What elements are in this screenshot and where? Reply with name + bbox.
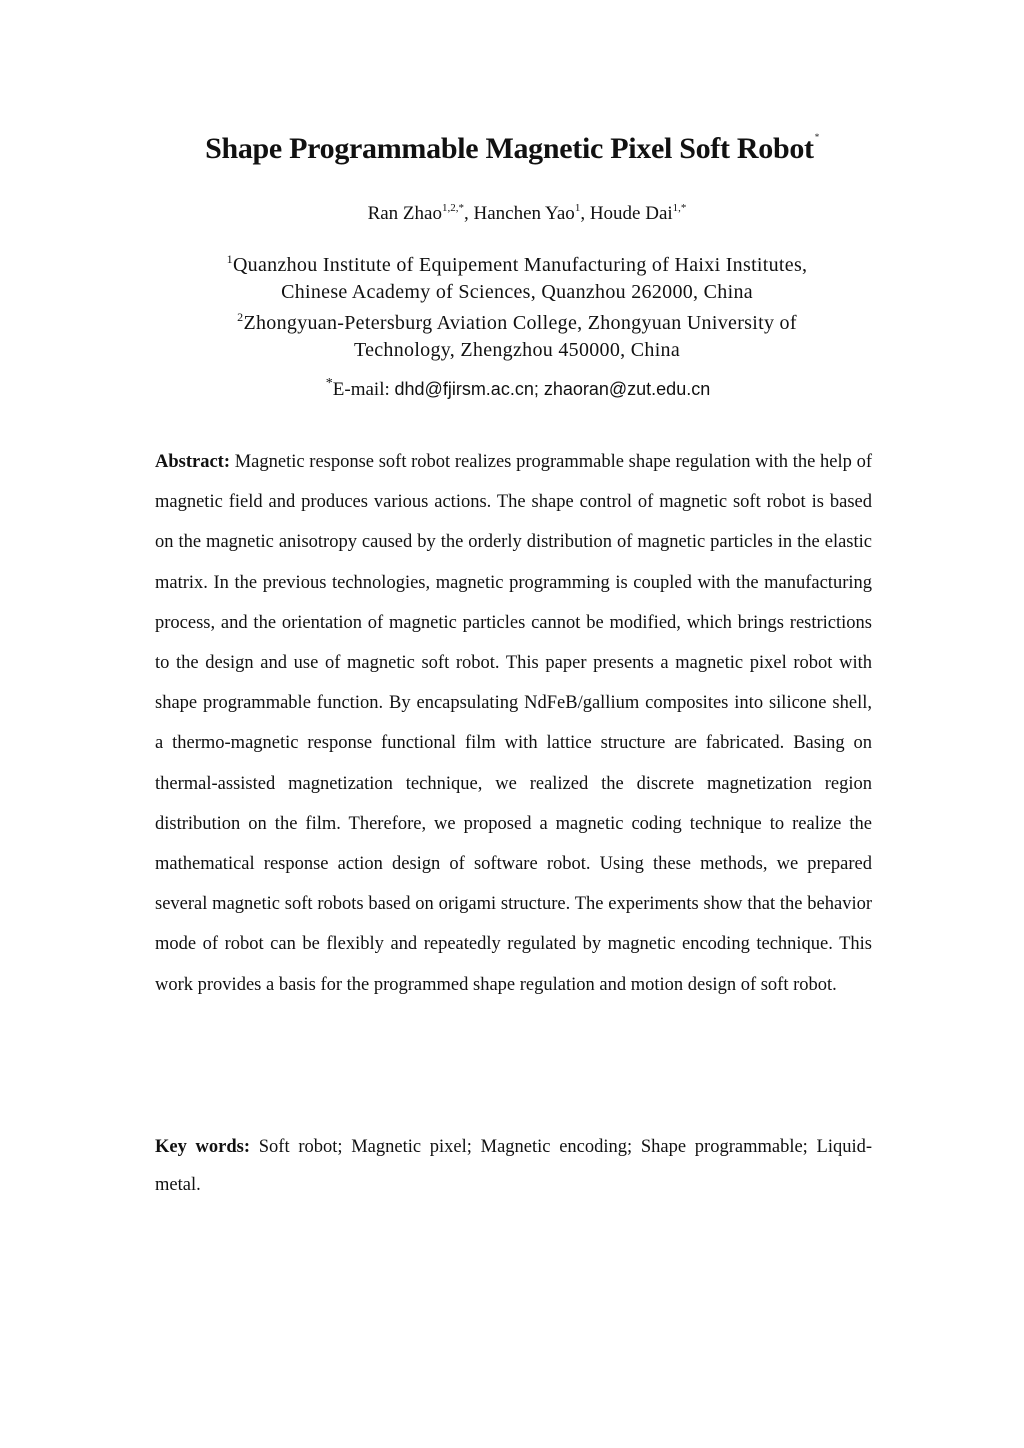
keywords-paragraph [155, 1128, 872, 1204]
keywords-text: Soft robot; Magnetic pixel; Magnetic encoding; Shape programmable; Liquid-metal. [155, 1137, 873, 1195]
affiliation-line: Technology, Zhengzhou 450000, China [353, 339, 681, 361]
abstract-text: Magnetic response soft robot realizes programmable shape regulation with the help of magnetic field and produces various actions. The shape control of magnetic soft robot is based on the magnetic anisotropy caused by the orderly distribution of magnetic particles in the elastic matrix. In the previous technologies, magnetic programming is coupled with the manufacturing process, and the orientation of magnetic particles cannot be modified, which brings restrictions to the design and use of magnetic soft robot. This paper presents a magnetic pixel robot with shape programmable function. By encapsulating NdFeB/gallium composites into silicone shell, a thermo-magnetic response functional film with lattice structure are fabricated. Basing on thermal-assisted magnetization technique, we realized the discrete magnetization region distribution on the film. Therefore, we proposed a magnetic coding technique to realize the mathematical response action design of software robot. Using these methods, we prepared several magnetic soft robots based on origami structure. The experiments show that the behavior mode of robot can be flexibly and repeatedly regulated by magnetic encoding technique. This work provides a basis for the programmed shape regulation and motion design of soft robot. [155, 452, 872, 995]
affiliation-line: Chinese Academy of Sciences, Quanzhou 262000, China [281, 281, 753, 303]
affiliation-1 [0, 246, 1024, 306]
affiliation-marker: 2 [237, 310, 244, 324]
author-affiliation-marker: 1,2, [441, 202, 459, 214]
author-name: Ran Zhao [367, 203, 442, 224]
keywords-label: Key words: [155, 1137, 251, 1157]
abstract-label: Abstract: [155, 452, 231, 472]
affiliation-line [10, 304, 1024, 337]
author-separator: , [463, 203, 474, 224]
affiliation-text: Quanzhou Institute of Equipement Manufacturing of Haixi Institutes, [232, 254, 808, 276]
paper-title [0, 132, 1024, 166]
author-affiliation-marker: 1 [574, 202, 581, 214]
author-name: Hanchen Yao [473, 203, 575, 224]
paper-title-text: Shape Programmable Magnetic Pixel Soft Robot [205, 132, 814, 165]
abstract-paragraph [155, 442, 872, 1005]
affiliation-marker: 1 [226, 252, 233, 266]
contact-email [0, 376, 1024, 401]
author-list [0, 202, 1024, 225]
affiliation-2 [0, 304, 1024, 364]
author-separator: , [580, 203, 590, 224]
email-addresses: dhd@fjirsm.ac.cn; zhaoran@zut.edu.cn [394, 379, 711, 399]
author-corresponding-marker: * [458, 202, 464, 214]
email-label: E-mail: [332, 379, 395, 400]
author-affiliation-marker: 1,* [672, 202, 687, 214]
title-footnote-marker: * [814, 132, 819, 142]
affiliation-line [10, 246, 1024, 279]
email-marker: * [325, 376, 333, 391]
affiliation-text: Zhongyuan-Petersburg Aviation College, Zhongyuan University of [243, 312, 797, 334]
author-name: Houde Dai [589, 203, 673, 224]
